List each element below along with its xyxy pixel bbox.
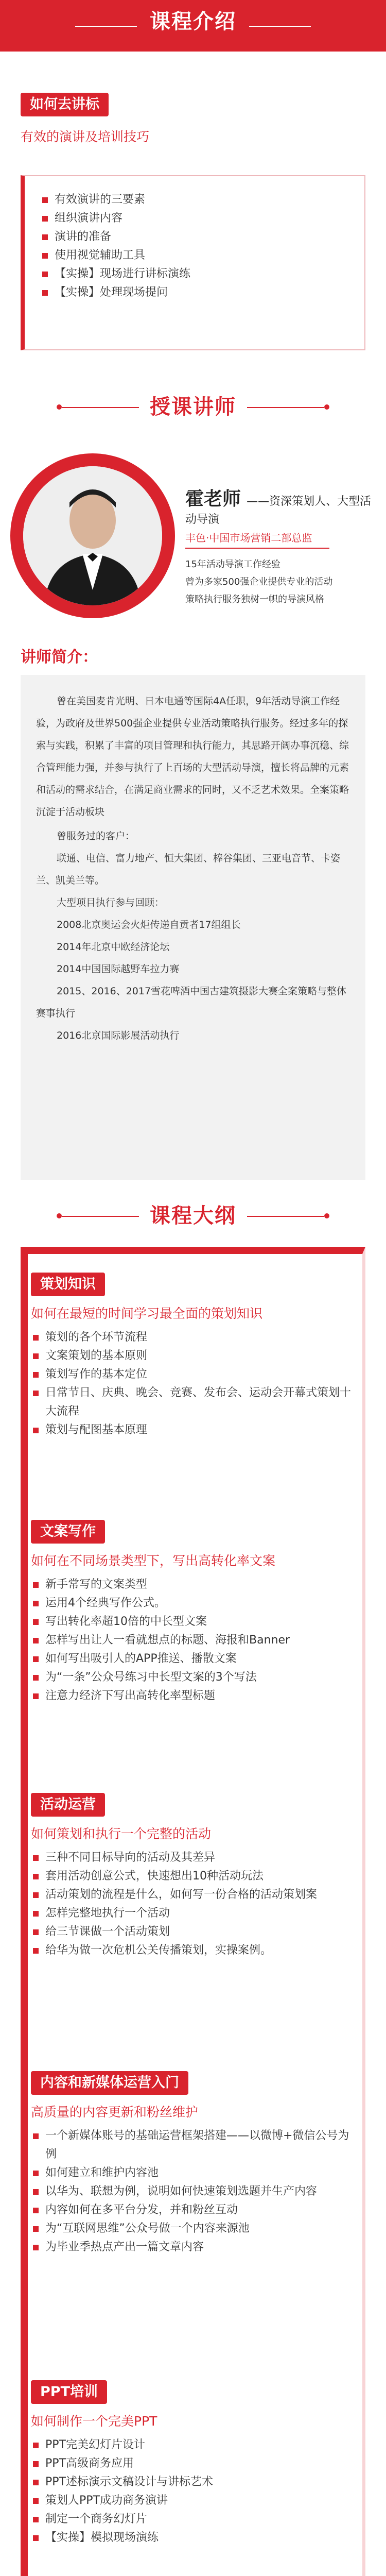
teacher-photo xyxy=(10,453,175,618)
list-item: 一个新媒体账号的基础运营框架搭建——以微博+微信公号为例 xyxy=(31,2127,360,2164)
list-item: 策划的各个环节流程 xyxy=(31,1328,360,1347)
list-item: 文案策划的基本原则 xyxy=(31,1347,360,1365)
module-list xyxy=(31,1849,360,1960)
list-item: 为“一条”公众号练习中长型文案的3个写法 xyxy=(31,1668,360,1687)
teacher-name: 霍老师 xyxy=(185,488,241,510)
module-copywriting xyxy=(31,1520,360,1705)
intro-subtitle: 有效的演讲及培训技巧 xyxy=(21,129,150,144)
list-item: 演讲的准备 xyxy=(40,228,349,246)
list-item: 策划与配图基本原理 xyxy=(31,1421,360,1439)
list-item: 制定一个商务幻灯片 xyxy=(31,2510,360,2529)
intro-tag: 如何去讲标 xyxy=(21,93,109,116)
module-list xyxy=(31,1328,360,1439)
list-item: PPT完美幻灯片设计 xyxy=(31,2436,360,2454)
list-item: 【实操】现场进行讲标演练 xyxy=(40,265,349,283)
bio-line: 2008北京奥运会火炬传递自贡者17组组长 xyxy=(57,919,241,930)
bio-line: 大型项目执行参与回顾： xyxy=(57,897,165,908)
list-item: 内容如何在多平台分发，并和粉丝互动 xyxy=(31,2201,360,2219)
module-list xyxy=(31,2436,360,2547)
list-item: 写出转化率超10倍的中长型文案 xyxy=(31,1613,360,1631)
module-list xyxy=(31,1575,360,1705)
list-item: 套用活动创意公式，快速想出10种活动玩法 xyxy=(31,1867,360,1886)
intro-tag-wrap xyxy=(21,93,365,146)
teacher-desc-line: 曾为多家500强企业提供专业的活动 xyxy=(185,577,333,587)
module-list xyxy=(31,2127,360,2257)
module-subtitle: 如何制作一个完美PPT xyxy=(31,2414,157,2429)
list-item: 注意力经济下写出高转化率型标题 xyxy=(31,1687,360,1705)
list-item: 组织演讲内容 xyxy=(40,209,349,228)
list-item: 新手常写的文案类型 xyxy=(31,1575,360,1594)
list-item: 活动策划的流程是什么，如何写一份合格的活动策划案 xyxy=(31,1886,360,1904)
list-item: 【实操】模拟现场演练 xyxy=(31,2529,360,2547)
intro-list xyxy=(40,191,349,302)
bio-line: 联通、电信、富力地产、恒大集团、棒谷集团、三亚电音节、卡姿兰、凯美兰等。 xyxy=(36,853,341,886)
list-item: 以华为、联想为例，说明如何快速策划选题并生产内容 xyxy=(31,2182,360,2201)
list-item: 为毕业季热点产出一篇文章内容 xyxy=(31,2238,360,2257)
module-tag: 内容和新媒体运营入门 xyxy=(31,2071,188,2095)
list-item: PPT高级商务应用 xyxy=(31,2454,360,2473)
teacher-section-title: 授课讲师 xyxy=(139,392,247,422)
teacher-portrait-icon xyxy=(23,466,162,605)
list-item: 怎样写出让人一看就想点的标题、海报和Banner xyxy=(31,1631,360,1650)
outline-banner xyxy=(0,1200,386,1231)
module-tag: 策划知识 xyxy=(31,1273,105,1296)
module-subtitle: 如何在不同场景类型下，写出高转化率文案 xyxy=(31,1553,276,1568)
list-item: 【实操】处理现场提问 xyxy=(40,283,349,302)
list-item: 怎样完整地执行一个活动 xyxy=(31,1904,360,1923)
bio-box xyxy=(21,675,365,1180)
list-item: 日常节日、庆典、晚会、竞赛、发布会、运动会开幕式策划十大流程 xyxy=(31,1384,360,1421)
bio-paragraph: 曾在美国麦肯光明、日本电通等国际4A任职，9年活动导演工作经验，为政府及世界500强企业提供专业活动策略执行服务。经过多年的探索与实践，积累了丰富的项目管理和执行能力，其思路开阔办事沉稳、综合管理能力强，并参与执行了上百场的大型活动导演，擅长将品牌的元素和活动的需求结合，在满足商业需求的同时，又不乏艺术效果。全案策略沉淀于活动板块 xyxy=(36,696,349,818)
list-item: 给华为做一次危机公关传播策划，实操案例。 xyxy=(31,1941,360,1960)
list-item: 策划人PPT成功商务演讲 xyxy=(31,2492,360,2510)
bio-line: 2016北京国际影展活动执行 xyxy=(57,1030,180,1041)
list-item: 给三节课做一个活动策划 xyxy=(31,1923,360,1941)
module-new-media xyxy=(31,2071,360,2257)
bio-line: 2014中国国际越野车拉力赛 xyxy=(57,963,180,975)
intro-list-box xyxy=(21,175,365,350)
module-tag: PPT培训 xyxy=(31,2380,107,2404)
module-subtitle: 高质量的内容更新和粉丝维护 xyxy=(31,2105,199,2120)
module-ppt xyxy=(31,2380,360,2547)
bio-line: 2015、2016、2017雪花啤酒中国古建筑摄影大赛全案策略与整体赛事执行 xyxy=(36,986,347,1019)
list-item: PPT述标演示文稿设计与讲标艺术 xyxy=(31,2473,360,2492)
teacher-desc-line: 15年活动导演工作经验 xyxy=(185,559,280,570)
list-item: 三种不同目标导向的活动及其差异 xyxy=(31,1849,360,1867)
teacher-role: ——资深策划人、大型活动导演 xyxy=(185,495,372,526)
course-intro-title: 课程介绍 xyxy=(150,10,236,33)
module-subtitle: 如何在最短的时间学习最全面的策划知识 xyxy=(31,1306,263,1321)
divider xyxy=(185,548,329,549)
module-tag: 文案写作 xyxy=(31,1520,105,1544)
module-tag: 活动运营 xyxy=(31,1793,105,1817)
bio-heading: 讲师简介： xyxy=(21,648,98,666)
module-subtitle: 如何策划和执行一个完整的活动 xyxy=(31,1826,212,1841)
teacher-banner xyxy=(0,392,386,422)
bio-line: 2014年北京中欧经济论坛 xyxy=(57,941,170,953)
bio-line: 曾服务过的客户： xyxy=(57,831,135,842)
list-item: 如何建立和维护内容池 xyxy=(31,2164,360,2182)
teacher-info xyxy=(185,484,376,608)
outline-title: 课程大纲 xyxy=(139,1200,247,1231)
module-planning xyxy=(31,1273,360,1439)
list-item: 运用4个经典写作公式。 xyxy=(31,1594,360,1613)
list-item: 策划写作的基本定位 xyxy=(31,1365,360,1384)
list-item: 为“互联网思维”公众号做一个内容来源池 xyxy=(31,2219,360,2238)
list-item: 有效演讲的三要素 xyxy=(40,191,349,209)
teacher-desc-line: 策略执行服务独树一帜的导演风格 xyxy=(185,594,324,605)
course-intro-banner xyxy=(0,0,386,52)
module-event-ops xyxy=(31,1793,360,1960)
list-item: 使用视觉辅助工具 xyxy=(40,246,349,265)
teacher-org: 丰色·中国市场营销二部总监 xyxy=(185,532,312,544)
list-item: 如何写出吸引人的APP推送、播散文案 xyxy=(31,1650,360,1668)
